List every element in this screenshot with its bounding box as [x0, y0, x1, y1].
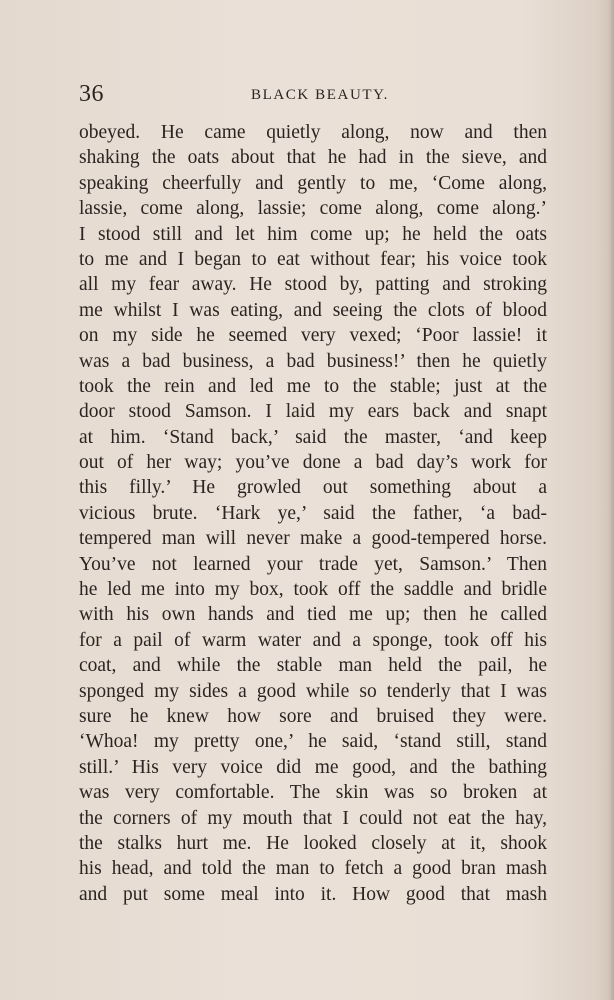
text-line: vicious brute. ‘Hark ye,’ said the father, ‘a bad- [79, 502, 547, 524]
text-line: this filly.’ He growled out something about a [79, 477, 547, 499]
text-line: took the rein and led me to the stable; just at the [79, 375, 547, 397]
running-title: BLACK BEAUTY. [251, 87, 390, 103]
text-line: coat, and while the stable man held the pail, he [79, 655, 547, 677]
text-line: sure he knew how sore and bruised they were. [79, 705, 547, 727]
text-line: he led me into my box, took off the saddle and bridle [79, 579, 547, 601]
text-line: door stood Samson. I laid my ears back and snapt [79, 401, 547, 423]
text-line: lassie, come along, lassie; come along, come along.’ [79, 198, 547, 220]
text-line: speaking cheerfully and gently to me, ‘Come along, [79, 172, 547, 194]
text-line: on my side he seemed very vexed; ‘Poor lassie! it [79, 325, 547, 347]
text-line: at him. ‘Stand back,’ said the master, ‘and keep [79, 426, 547, 448]
page-edge-shadow [608, 0, 614, 1000]
text-line: shaking the oats about that he had in the sieve, and [79, 147, 547, 169]
text-line: You’ve not learned your trade yet, Samson.’ Then [79, 553, 547, 575]
text-line: tempered man will never make a good-tempered horse. [79, 528, 547, 550]
text-line: sponged my sides a good while so tenderly that I was [79, 680, 547, 702]
text-line: obeyed. He came quietly along, now and then [79, 122, 547, 143]
text-line: and put some meal into it. How good that mash [79, 883, 547, 905]
text-line: with his own hands and tied me up; then he called [79, 604, 547, 626]
running-head [79, 80, 547, 108]
text-line: out of her way; you’ve done a bad day’s work for [79, 452, 547, 474]
text-line: to me and I began to eat without fear; his voice took [79, 248, 547, 270]
text-line: his head, and told the man to fetch a good bran mash [79, 858, 547, 880]
text-line: I stood still and let him come up; he held the oats [79, 223, 547, 245]
text-line: the corners of my mouth that I could not eat the hay, [79, 807, 547, 829]
text-line: all my fear away. He stood by, patting and stroking [79, 274, 547, 296]
body-text [79, 120, 547, 907]
page-number: 36 [79, 81, 104, 107]
text-line: for a pail of warm water and a sponge, took off his [79, 629, 547, 651]
text-line: the stalks hurt me. He looked closely at it, shook [79, 832, 547, 854]
text-line: still.’ His very voice did me good, and the bathing [79, 756, 547, 778]
text-line: me whilst I was eating, and seeing the clots of blood [79, 299, 547, 321]
text-line: was very comfortable. The skin was so broken at [79, 782, 547, 804]
text-line: was a bad business, a bad business!’ then he quietly [79, 350, 547, 372]
text-line: ‘Whoa! my pretty one,’ he said, ‘stand still, stand [79, 731, 547, 753]
